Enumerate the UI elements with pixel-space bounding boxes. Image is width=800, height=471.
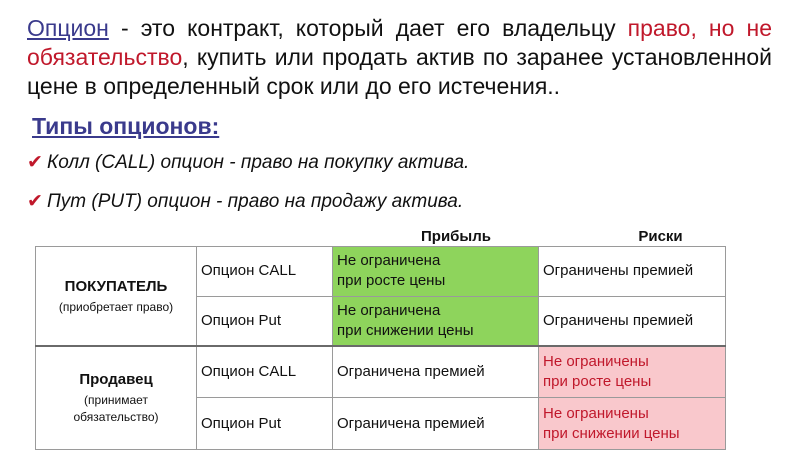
risk-line-2: при росте цены (543, 373, 652, 391)
risk-line-1: Не ограничены (543, 353, 649, 371)
right-not-obligation-phrase: право, но не обязательство (27, 15, 772, 70)
seller-subtitle-line-2: обязательство) (73, 410, 159, 424)
option-definition (27, 14, 772, 101)
buyer-subtitle: (приобретает право) (58, 299, 174, 314)
seller-subtitle-line-1: (принимает (84, 393, 148, 407)
risk-line-1: Не ограничены (543, 404, 649, 422)
profit-cell: Ограничена премией (333, 398, 539, 450)
risk-line-2: при снижении цены (543, 424, 680, 442)
option-profit-risk-table (35, 246, 726, 450)
buyer-cell (36, 247, 197, 347)
put-option-bullet (27, 190, 463, 213)
risk-cell (539, 398, 726, 450)
profit-column-header: Прибыль (421, 228, 491, 245)
profit-line-2: при росте цены (337, 272, 446, 290)
table-row (36, 346, 726, 398)
option-type-cell: Опцион Put (197, 296, 333, 346)
buyer-title: ПОКУПАТЕЛЬ (64, 277, 168, 295)
risk-cell (539, 346, 726, 398)
seller-title: Продавец (79, 371, 153, 388)
table-row (36, 247, 726, 297)
check-icon: ✔ (27, 152, 43, 173)
definition-part-2: , купить или продать актив по заранее установленной цене в определенный срок или до его истечения.. (27, 44, 772, 99)
profit-line-1: Не ограничена (337, 301, 441, 319)
definition-part-1: - это контракт, который дает его владельцу (108, 15, 628, 41)
option-term: Опцион (27, 15, 109, 41)
call-option-text: Колл (CALL) опцион - право на покупку актива. (47, 152, 470, 173)
option-type-cell: Опцион CALL (197, 247, 333, 297)
option-type-cell: Опцион Put (197, 398, 333, 450)
profit-cell (333, 247, 539, 297)
profit-cell (333, 296, 539, 346)
risk-cell: Ограничены премией (539, 247, 726, 297)
option-type-cell: Опцион CALL (197, 346, 333, 398)
seller-cell (36, 346, 197, 450)
call-option-bullet (27, 151, 469, 174)
risk-cell: Ограничены премией (539, 296, 726, 346)
risks-column-header: Риски (638, 228, 683, 245)
profit-line-2: при снижении цены (337, 321, 474, 339)
option-types-heading: Типы опционов: (32, 113, 220, 139)
check-icon: ✔ (27, 191, 43, 212)
profit-cell: Ограничена премией (333, 346, 539, 398)
put-option-text: Пут (PUT) опцион - право на продажу актива. (47, 191, 464, 212)
profit-line-1: Не ограничена (337, 252, 441, 270)
